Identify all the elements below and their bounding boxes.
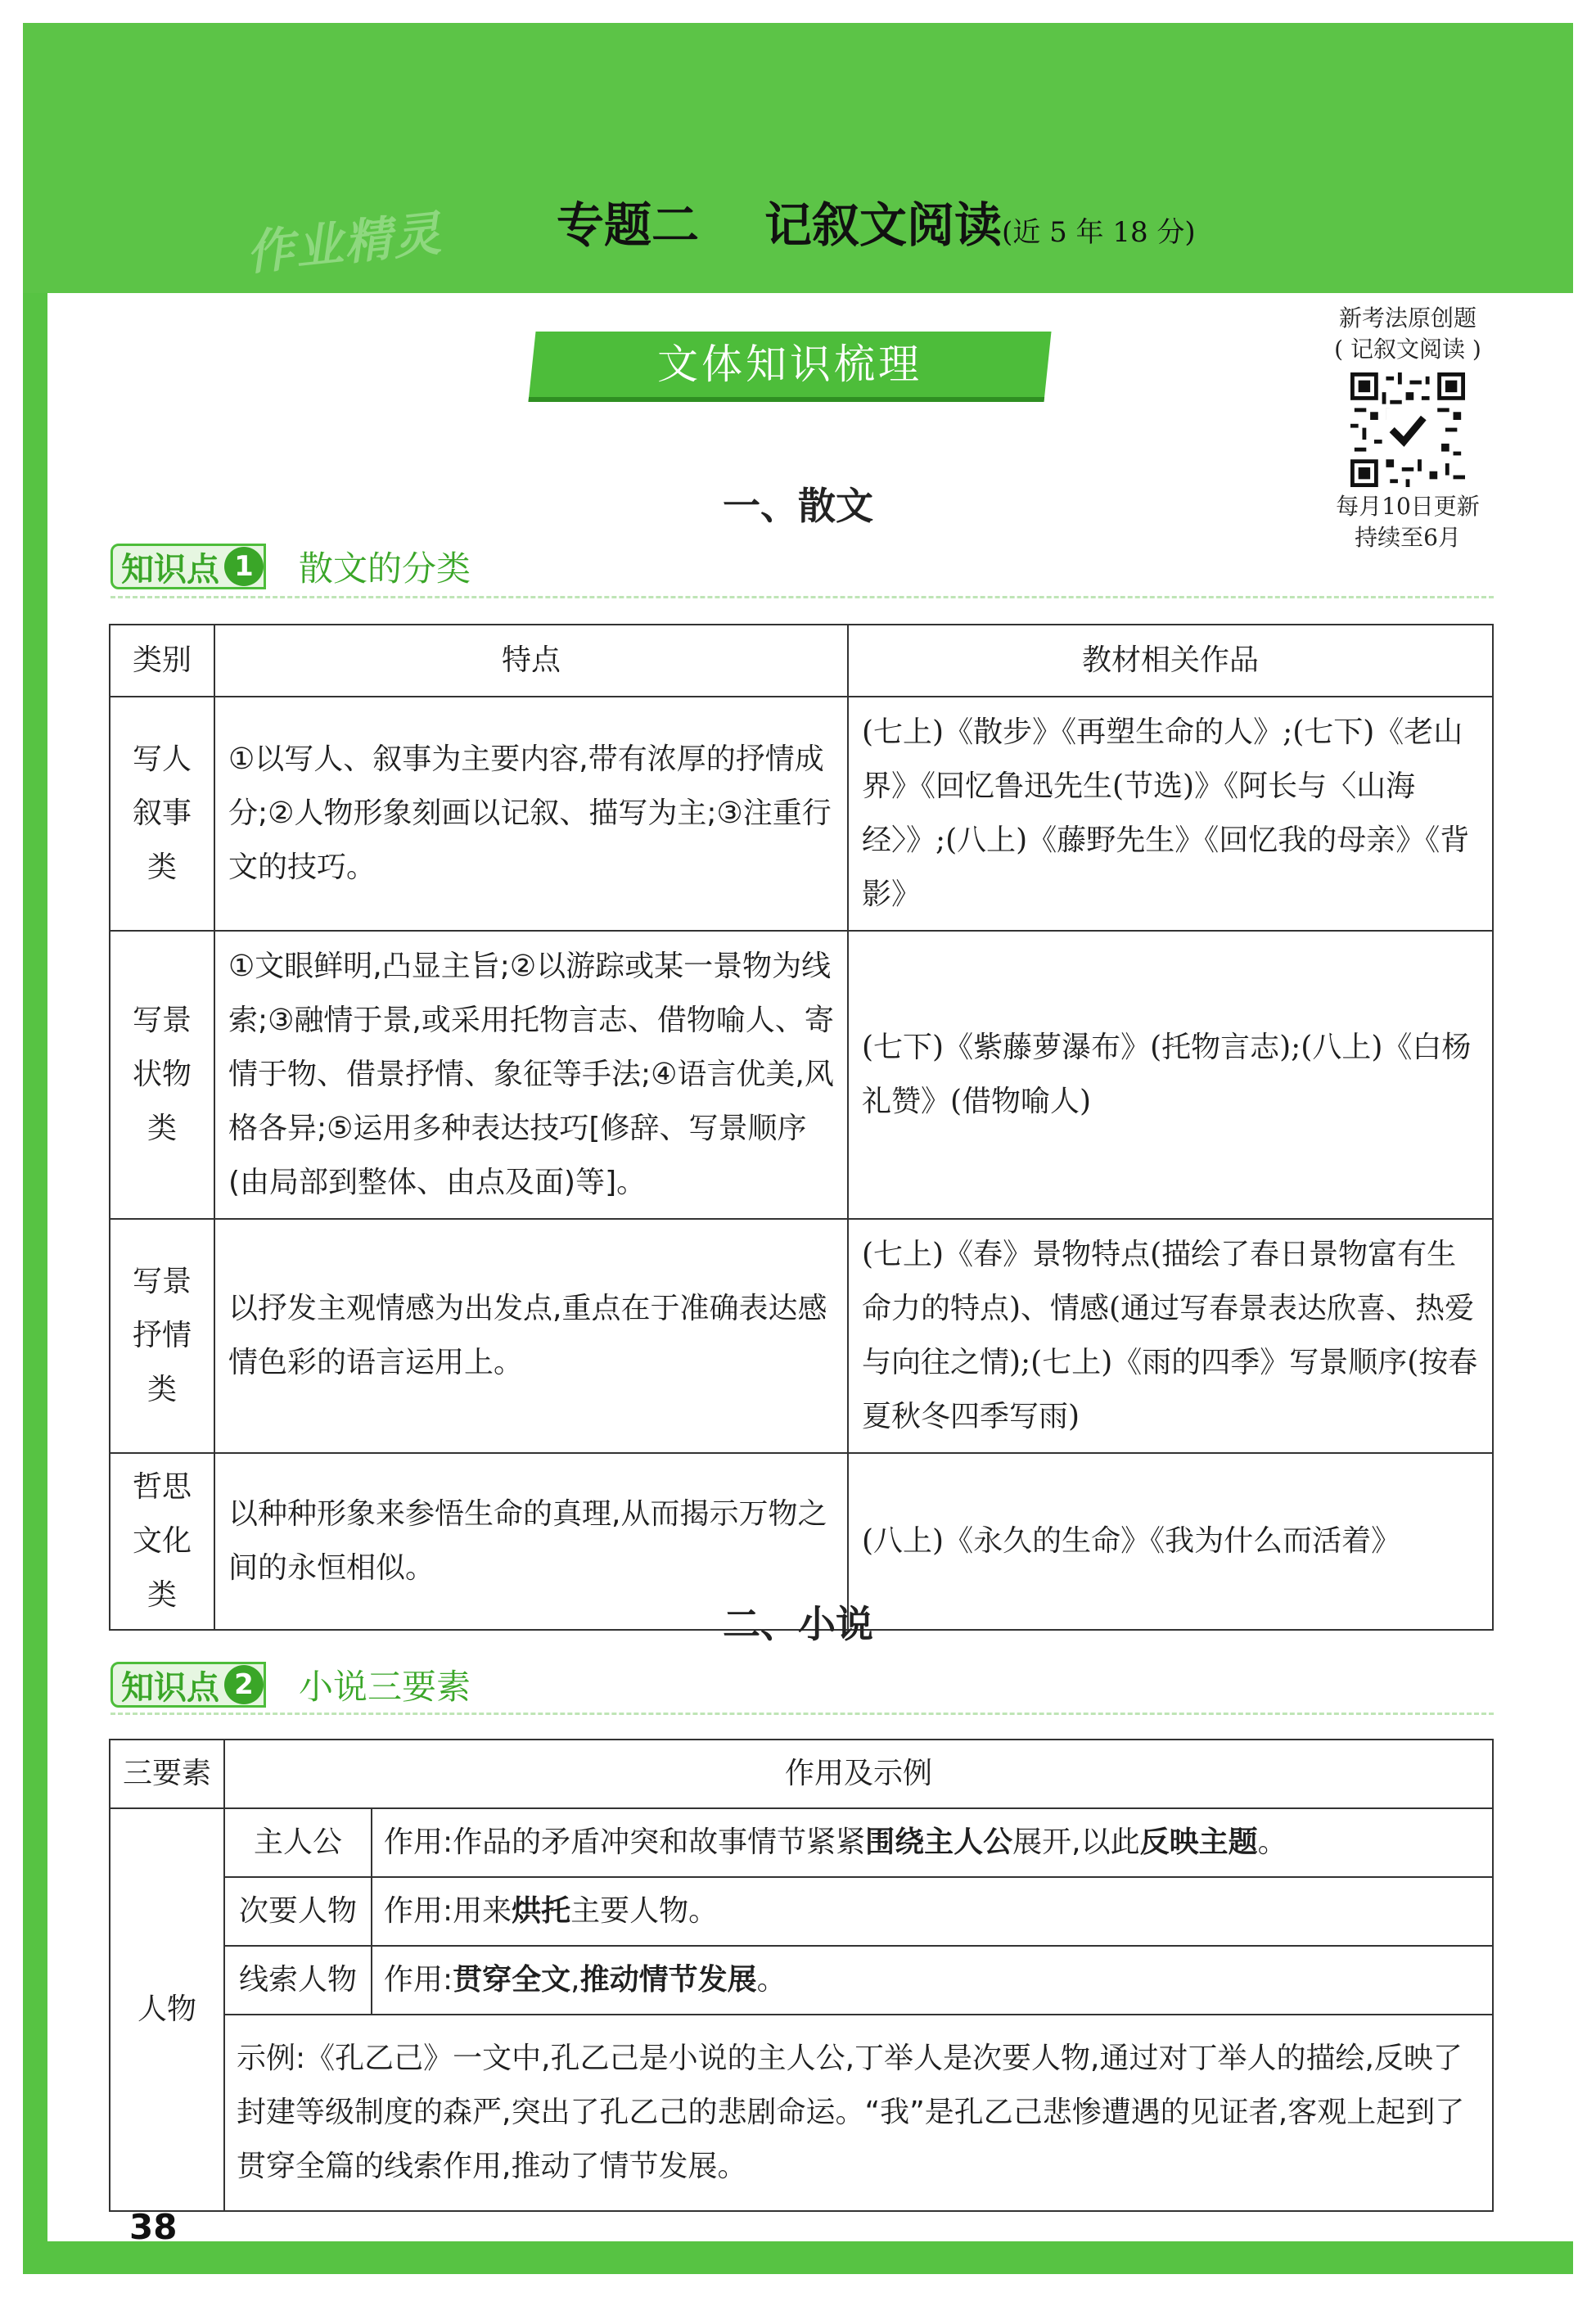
group-characters: 人物 xyxy=(110,1808,224,2211)
qr-code-icon[interactable] xyxy=(1350,372,1465,487)
title-main: 专题二 xyxy=(557,197,700,253)
table-row xyxy=(110,1877,1493,1946)
row-works: (七下)《紫藤萝瀑布》(托物言志);(八上)《白杨礼赞》(借物喻人) xyxy=(848,931,1493,1219)
title-topic: 记叙文阅读 xyxy=(764,197,1003,253)
row-works: (七上)《散步》《再塑生命的人》;(七下)《老山界》《回忆鲁迅先生(节选)》《阿长与〈山海经〉》;(八上)《藤野先生》《回忆我的母亲》《背影》 xyxy=(848,697,1493,931)
page-number: 38 xyxy=(129,2207,178,2247)
table-row xyxy=(110,2015,1493,2211)
row-category: 写景抒情类 xyxy=(110,1219,214,1453)
example-label: 示例: xyxy=(237,2042,306,2075)
header-elements: 三要素 xyxy=(110,1740,224,1808)
kp-title: 小说三要素 xyxy=(299,1667,471,1707)
qr-caption-top xyxy=(1310,303,1506,365)
table-row xyxy=(110,931,1493,1219)
kp-title: 散文的分类 xyxy=(299,548,471,589)
example-text: 《孔乙己》一文中,孔乙己是小说的主人公,丁举人是次要人物,通过对丁举人的描绘,反映了封建等级制度的森严,突出了孔乙己的悲剧命运。“我”是孔乙己悲惨遭遇的见证者,客观上起到了贯穿全篇的线索作用,推动了情节发展。 xyxy=(237,2042,1465,2183)
divider xyxy=(110,596,1494,598)
kp-label: 知识点 xyxy=(121,1668,219,1707)
row-category: 哲思文化类 xyxy=(110,1453,214,1630)
qr-line1: 新考法原创题 xyxy=(1338,305,1477,332)
row-feature: ①以写人、叙事为主要内容,带有浓厚的抒情成分;②人物形象刻画以记叙、描写为主;③注重行文的技巧。 xyxy=(214,697,848,931)
novel-elements-table xyxy=(109,1739,1494,2212)
table-row xyxy=(110,1808,1493,1877)
role-desc: 作用:用来烘托主要人物。 xyxy=(372,1877,1493,1946)
table-header-row xyxy=(110,1740,1493,1808)
example-cell xyxy=(224,2015,1493,2211)
row-feature: 以种种形象来参悟生命的真理,从而揭示万物之间的永恒相似。 xyxy=(214,1453,848,1630)
row-feature: 以抒发主观情感为出发点,重点在于准确表达感情色彩的语言运用上。 xyxy=(214,1219,848,1453)
kp-number: 2 xyxy=(224,1665,264,1704)
row-works: (八上)《永久的生命》《我为什么而活着》 xyxy=(848,1453,1493,1630)
table-row xyxy=(110,1219,1493,1453)
header-usage: 作用及示例 xyxy=(224,1740,1493,1808)
qr-line3: 每月10日更新 xyxy=(1336,493,1480,520)
kp-label: 知识点 xyxy=(121,550,219,589)
kp-number: 1 xyxy=(224,547,264,586)
role-name: 次要人物 xyxy=(224,1877,372,1946)
table-header-row xyxy=(110,625,1493,697)
prose-classification-table xyxy=(109,624,1494,1631)
watermark-logo: 作业精灵 xyxy=(243,205,445,282)
header-category: 类别 xyxy=(110,625,214,697)
banner-title: 文体知识梳理 xyxy=(657,341,922,388)
row-category: 写景状物类 xyxy=(110,931,214,1219)
role-desc: 作用:贯穿全文,推动情节发展。 xyxy=(372,1946,1493,2015)
row-feature: ①文眼鲜明,凸显主旨;②以游踪或某一景物为线索;③融情于景,或采用托物言志、借物喻人、寄情于物、借景抒情、象征等手法;④语言优美,风格各异;⑤运用多种表达技巧[修辞、写景顺序(由局部到整体、由点及面)等]。 xyxy=(214,931,848,1219)
header-works: 教材相关作品 xyxy=(848,625,1493,697)
role-name: 线索人物 xyxy=(224,1946,372,2015)
knowledge-point-2 xyxy=(110,1662,471,1708)
qr-line4: 持续至6月 xyxy=(1355,524,1461,551)
header-features: 特点 xyxy=(214,625,848,697)
row-category: 写人叙事类 xyxy=(110,697,214,931)
row-works: (七上)《春》景物特点(描绘了春日景物富有生命力的特点)、情感(通过写春景表达欣喜、热爱与向往之情);(七上)《雨的四季》写景顺序(按春夏秋冬四季写雨) xyxy=(848,1219,1493,1453)
divider xyxy=(110,1713,1494,1715)
knowledge-point-1 xyxy=(110,544,471,589)
title-note: (近 5 年 18 分) xyxy=(1002,216,1196,249)
section-heading-novel: 二、小说 xyxy=(723,1602,873,1646)
page-title xyxy=(557,187,1196,255)
role-desc: 作用:作品的矛盾冲突和故事情节紧紧围绕主人公展开,以此反映主题。 xyxy=(372,1808,1493,1877)
qr-line2: ( 记叙文阅读 ) xyxy=(1334,336,1481,363)
role-name: 主人公 xyxy=(224,1808,372,1877)
section-heading-prose: 一、散文 xyxy=(723,484,873,528)
table-row xyxy=(110,1946,1493,2015)
table-row xyxy=(110,697,1493,931)
